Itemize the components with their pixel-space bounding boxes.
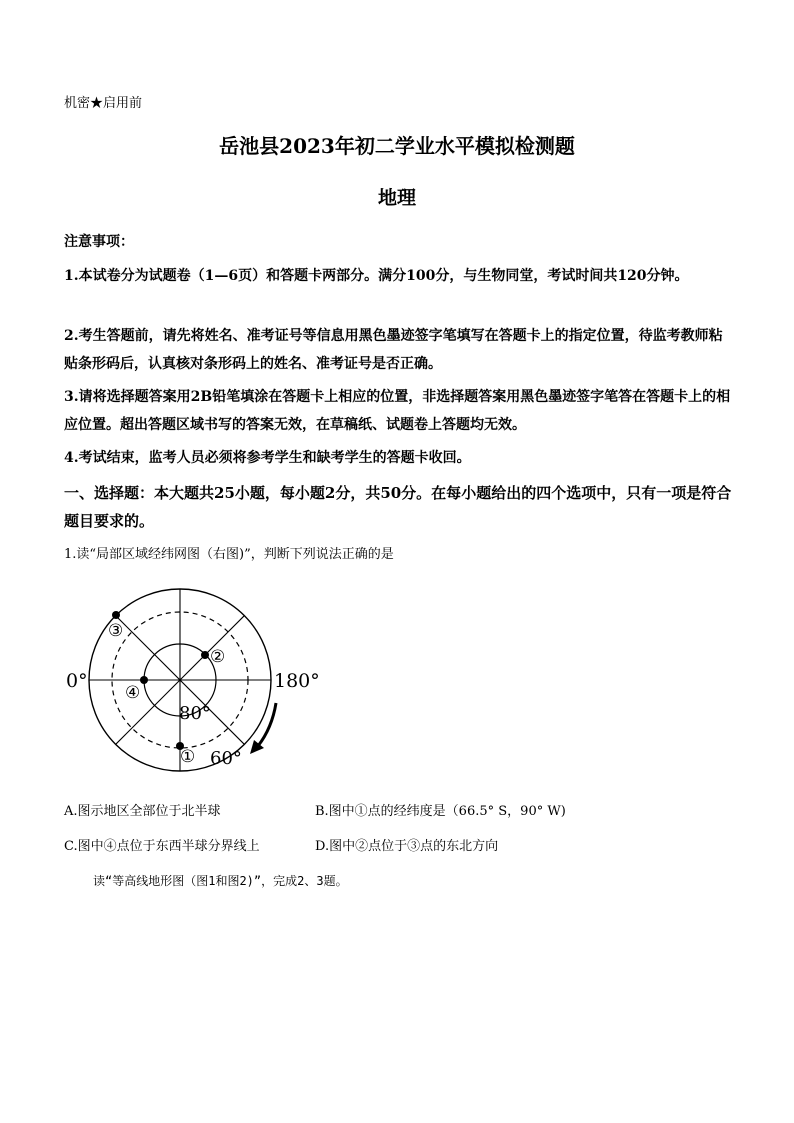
- option-c[interactable]: C.图中④点位于东西半球分界线上: [64, 839, 260, 854]
- confidential-mark: 机密★启用前: [64, 96, 143, 111]
- option-b[interactable]: B.图中①点的经纬度是（66.5° S，90° W): [315, 804, 566, 819]
- subject-title: 地理: [377, 187, 416, 209]
- notice-item-3: 3.请将选择题答案用2B铅笔填涂在答题卡上相应的位置，非选择题答案用黑色墨迹签字笔答在答题卡上的相应位置。超出答题区域书写的答案无效，在草稿纸、试题卷上答题均无效。: [64, 389, 731, 433]
- notice-item-2: 2.考生答题前，请先将姓名、准考证号等信息用黑色墨迹签字笔填写在答题卡上的指定位置，待监考教师粘贴条形码后，认真核对条形码上的姓名、准考证号是否正确。: [64, 328, 723, 372]
- option-a[interactable]: A.图示地区全部位于北半球: [64, 804, 221, 819]
- exam-title: 岳池县2023年初二学业水平模拟检测题: [219, 134, 575, 158]
- next-question-intro: 读“等高线地形图（图1和图2)”，完成2、3题。: [93, 874, 348, 888]
- notice-heading: 注意事项：: [64, 234, 134, 250]
- latitude-80-label: 80°: [179, 703, 211, 724]
- point-4-label: ④: [125, 683, 141, 703]
- question-1-stem: 1.读“局部区域经纬网图（右图)”，判断下列说法正确的是: [64, 547, 394, 562]
- option-d[interactable]: D.图中②点位于③点的东北方向: [315, 839, 499, 854]
- notice-item-1: 1.本试卷分为试题卷（1—6页）和答题卡两部分。满分100分，与生物同堂，考试时间共120分钟。: [64, 268, 689, 284]
- longitude-0-label: 0°: [66, 670, 88, 692]
- longitude-180-label: 180°: [274, 670, 320, 692]
- rotation-arrow: [258, 703, 276, 746]
- point-4-dot: [140, 676, 148, 684]
- point-1-label: ①: [180, 747, 196, 767]
- notice-item-4: 4.考试结束，监考人员必须将参考学生和缺考学生的答题卡收回。: [64, 450, 471, 466]
- point-2-dot: [201, 651, 209, 659]
- lat-long-grid-diagram: [60, 578, 340, 778]
- latitude-60-label: 60°: [210, 748, 242, 769]
- section-heading: 一、选择题：本大题共25小题，每小题2分，共50分。在每小题给出的四个选项中，只有一项是符合题目要求的。: [64, 484, 732, 530]
- point-3-dot: [112, 611, 120, 619]
- point-3-label: ③: [108, 621, 124, 641]
- point-2-label: ②: [210, 647, 226, 667]
